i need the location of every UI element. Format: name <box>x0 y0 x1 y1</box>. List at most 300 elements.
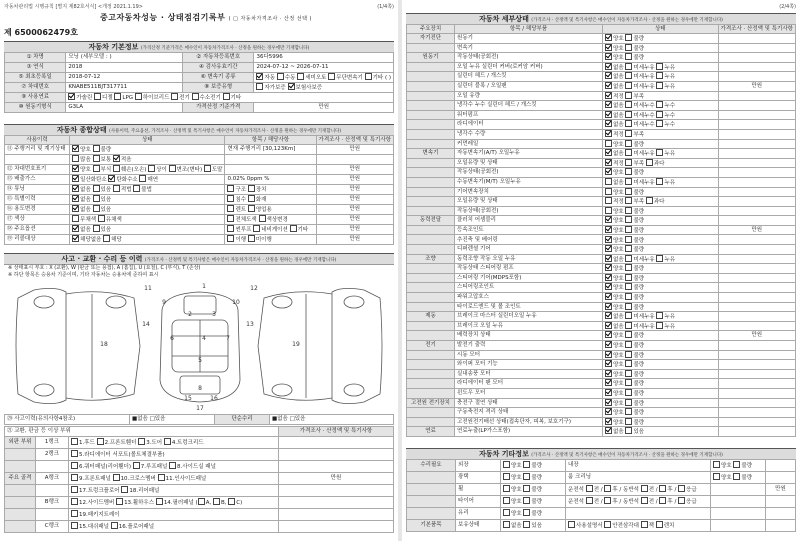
checkbox[interactable] <box>133 462 140 469</box>
checkbox[interactable] <box>71 474 78 481</box>
detail-state: 양호 불량 <box>603 360 718 370</box>
checkbox[interactable] <box>138 438 145 445</box>
detail-state: 없음 미세누유 누유 <box>603 62 718 72</box>
other-state: 양호 불량 <box>501 508 566 520</box>
checkbox[interactable] <box>503 473 510 480</box>
fuel-label: ⑨ 사용연료 <box>5 93 66 103</box>
fuel-options: 가솔린 디젤 LPG 하이브리드 전기 수소전기 기타 <box>66 93 394 103</box>
checkbox[interactable] <box>625 207 632 214</box>
checkbox[interactable] <box>503 521 510 528</box>
detail-part: 구동축전지 격리 상태 <box>455 408 603 418</box>
checkbox[interactable] <box>227 215 234 222</box>
checkbox-checked[interactable] <box>72 165 79 172</box>
checkbox[interactable] <box>659 497 666 504</box>
checkbox-checked[interactable] <box>605 351 612 358</box>
checkbox[interactable] <box>227 185 234 192</box>
checkbox-checked[interactable] <box>605 44 612 51</box>
checkbox-checked[interactable] <box>605 101 612 108</box>
checkbox[interactable] <box>656 312 663 319</box>
checkbox[interactable] <box>114 93 121 100</box>
checkbox-checked[interactable] <box>605 63 612 70</box>
checkbox-checked[interactable] <box>605 303 612 310</box>
checkbox[interactable] <box>248 205 255 212</box>
checkbox[interactable] <box>169 165 176 172</box>
checkbox[interactable] <box>93 195 100 202</box>
checkbox[interactable] <box>71 522 78 529</box>
checkbox[interactable] <box>227 195 234 202</box>
checkbox[interactable] <box>148 165 155 172</box>
checkbox[interactable] <box>656 521 663 528</box>
checkbox[interactable] <box>71 462 78 469</box>
checkbox[interactable] <box>227 205 234 212</box>
checkbox[interactable] <box>248 195 255 202</box>
checkbox[interactable] <box>93 165 100 172</box>
checkbox-checked[interactable] <box>605 274 612 281</box>
checkbox-checked[interactable] <box>256 73 263 80</box>
detail-row <box>407 321 796 331</box>
checkbox-checked[interactable] <box>72 195 79 202</box>
checkbox[interactable] <box>503 509 510 516</box>
checkbox[interactable] <box>625 312 632 319</box>
other-state: 없음 있음 <box>501 520 566 532</box>
part-number-11[interactable]: 11 <box>144 285 152 292</box>
checkbox[interactable] <box>227 225 234 232</box>
detail-price <box>718 197 796 207</box>
checkbox[interactable] <box>625 341 632 348</box>
checkbox[interactable] <box>713 461 720 468</box>
checkbox[interactable] <box>604 521 611 528</box>
part-number-1[interactable]: 1 <box>202 283 206 290</box>
checkbox[interactable] <box>625 370 632 377</box>
checkbox[interactable] <box>113 474 120 481</box>
checkbox[interactable] <box>625 44 632 51</box>
part-number-17[interactable]: 17 <box>196 405 204 412</box>
detail-row <box>407 235 796 245</box>
checkbox[interactable] <box>625 427 632 434</box>
detail-state: 양호 불량 <box>603 53 718 63</box>
checkbox[interactable] <box>568 521 575 528</box>
checkbox[interactable] <box>133 185 140 192</box>
detail-part: 오일 유량 <box>455 91 603 101</box>
checkbox[interactable] <box>625 293 632 300</box>
checkbox-checked[interactable] <box>605 72 612 79</box>
checkbox[interactable] <box>625 53 632 60</box>
checkbox[interactable] <box>641 497 648 504</box>
part-number-18[interactable]: 18 <box>100 341 108 348</box>
checkbox[interactable] <box>625 92 632 99</box>
checkbox[interactable] <box>71 438 78 445</box>
other-row <box>407 472 796 484</box>
overall-row <box>5 185 394 195</box>
basic-info-row <box>5 53 394 63</box>
checkbox[interactable] <box>625 130 632 137</box>
checkbox-checked[interactable] <box>72 205 79 212</box>
parts-items: 1.후드 2.프론트휀더 3.도어 4.트렁크리드 <box>69 437 279 449</box>
checkbox[interactable] <box>139 175 146 182</box>
detail-device: 전기 <box>407 341 455 351</box>
overall-detail: 썬루프 네비게이션 기타 <box>225 225 316 235</box>
checkbox[interactable] <box>94 93 101 100</box>
overall-detail: 이행 미이행 <box>225 235 316 245</box>
checkbox[interactable] <box>659 485 666 492</box>
checkbox[interactable] <box>678 497 685 504</box>
checkbox[interactable] <box>625 379 632 386</box>
basic-info-header: 자동차 기본정보 (가격산정 기준가격은 매수인이 자동차가격조사 · 산정을 원하는 경우에만 기재합니다) <box>4 41 394 53</box>
checkbox[interactable] <box>71 498 78 505</box>
checkbox[interactable] <box>116 498 123 505</box>
checkbox-checked[interactable] <box>605 216 612 223</box>
checkbox[interactable] <box>111 522 118 529</box>
part-number-12[interactable]: 12 <box>250 285 258 292</box>
checkbox[interactable] <box>135 93 142 100</box>
part-number-8[interactable]: 8 <box>198 385 202 392</box>
checkbox[interactable] <box>503 485 510 492</box>
checkbox-checked[interactable] <box>605 389 612 396</box>
checkbox[interactable] <box>625 188 632 195</box>
checkbox-checked[interactable] <box>72 175 79 182</box>
checkbox-checked[interactable] <box>605 53 612 60</box>
checkbox[interactable] <box>523 485 530 492</box>
checkbox[interactable] <box>625 360 632 367</box>
checkbox[interactable] <box>523 473 530 480</box>
checkbox[interactable] <box>656 149 663 156</box>
checkbox[interactable] <box>625 322 632 329</box>
part-number-9[interactable]: 9 <box>162 299 166 306</box>
checkbox[interactable] <box>223 93 230 100</box>
checkbox-checked[interactable] <box>605 120 612 127</box>
checkbox[interactable] <box>625 168 632 175</box>
status-legend-note: ※ 하단 항목은 승용차 기준이며, 기타 자동차는 승용차에 준하여 표시 <box>8 272 159 278</box>
part-number-19[interactable]: 19 <box>292 341 300 348</box>
detail-device <box>407 264 455 274</box>
checkbox[interactable] <box>93 145 100 152</box>
checkbox[interactable] <box>656 63 663 70</box>
overall-col-header: 가격조사 · 산정액 및 특기사항 <box>316 136 394 145</box>
checkbox[interactable] <box>625 389 632 396</box>
checkbox[interactable] <box>248 235 255 242</box>
parts-items: 9.프론트패널 10.크로스멤버 11.인사이드패널 <box>69 473 279 485</box>
other-group <box>407 496 456 508</box>
checkbox[interactable] <box>605 207 612 214</box>
other-item: 외장 <box>456 460 501 472</box>
checkbox-checked[interactable] <box>605 255 612 262</box>
other-state-2: 양호 불량 <box>711 472 766 484</box>
checkbox[interactable] <box>604 485 611 492</box>
checkbox[interactable] <box>586 485 593 492</box>
checkbox[interactable] <box>733 473 740 480</box>
checkbox[interactable] <box>169 462 176 469</box>
checkbox[interactable] <box>204 165 211 172</box>
checkbox[interactable] <box>523 509 530 516</box>
checkbox-checked[interactable] <box>605 34 612 41</box>
checkbox[interactable] <box>625 140 632 147</box>
checkbox[interactable] <box>93 185 100 192</box>
part-number-14[interactable]: 14 <box>142 321 150 328</box>
checkbox-checked[interactable] <box>605 399 612 406</box>
checkbox-checked[interactable] <box>72 235 79 242</box>
checkbox-checked[interactable] <box>108 175 115 182</box>
checkbox[interactable] <box>156 498 163 505</box>
checkbox-checked[interactable] <box>288 83 295 90</box>
detail-state: 양호 불량 <box>603 216 718 226</box>
checkbox[interactable] <box>523 521 530 528</box>
checkbox[interactable] <box>656 178 663 185</box>
detail-row <box>407 149 796 159</box>
detail-price <box>718 369 796 379</box>
part-number-2[interactable]: 2 <box>188 311 192 318</box>
detail-state: 없음 미세누수 누수 <box>603 101 718 111</box>
checkbox[interactable] <box>71 486 78 493</box>
checkbox[interactable] <box>678 485 685 492</box>
checkbox[interactable] <box>253 225 260 232</box>
checkbox[interactable] <box>328 73 335 80</box>
checkbox[interactable] <box>97 438 104 445</box>
checkbox[interactable] <box>646 159 653 166</box>
checkbox-checked[interactable] <box>605 111 612 118</box>
detail-row <box>407 34 796 44</box>
other-state: 양호 불량 <box>501 472 566 484</box>
part-number-3[interactable]: 3 <box>212 311 216 318</box>
checkbox[interactable] <box>256 83 263 90</box>
checkbox[interactable] <box>656 72 663 79</box>
checkbox-checked[interactable] <box>605 92 612 99</box>
checkbox-checked[interactable] <box>605 360 612 367</box>
checkbox[interactable] <box>625 245 632 252</box>
checkbox-checked[interactable] <box>72 145 79 152</box>
parts-price <box>279 497 394 509</box>
checkbox[interactable] <box>72 155 79 162</box>
checkbox-checked[interactable] <box>113 155 120 162</box>
checkbox-checked[interactable] <box>605 341 612 348</box>
checkbox[interactable] <box>625 72 632 79</box>
detail-price <box>718 139 796 149</box>
checkbox-checked[interactable] <box>72 225 79 232</box>
checkbox[interactable] <box>227 235 234 242</box>
overall-row <box>5 145 394 155</box>
checkbox-checked[interactable] <box>605 130 612 137</box>
overall-state: 해당없음 해당 <box>70 235 225 245</box>
checkbox[interactable] <box>297 73 304 80</box>
checkbox[interactable] <box>625 226 632 233</box>
checkbox[interactable] <box>98 215 105 222</box>
checkbox[interactable] <box>625 149 632 156</box>
detail-row <box>407 62 796 72</box>
detail-state: 양호 불량 <box>603 350 718 360</box>
detail-row <box>407 129 796 139</box>
detail-device <box>407 293 455 303</box>
checkbox[interactable] <box>656 255 663 262</box>
detail-state: 양호 불량 <box>603 283 718 293</box>
detail-row <box>407 91 796 101</box>
detail-device <box>407 43 455 53</box>
detail-state: 없음 미세누유 누유 <box>603 254 718 264</box>
checkbox[interactable] <box>733 461 740 468</box>
checkbox[interactable] <box>158 474 165 481</box>
checkbox[interactable] <box>93 205 100 212</box>
detail-part: 디퍼렌셜 기어 <box>455 245 603 255</box>
checkbox[interactable] <box>625 101 632 108</box>
part-number-5[interactable]: 5 <box>198 357 202 364</box>
checkbox[interactable] <box>605 178 612 185</box>
checkbox[interactable] <box>71 450 78 457</box>
detail-part: 연료누출(LP가스포함) <box>455 427 603 437</box>
checkbox[interactable] <box>713 473 720 480</box>
checkbox[interactable] <box>625 63 632 70</box>
checkbox[interactable] <box>625 197 632 204</box>
checkbox[interactable] <box>656 111 663 118</box>
checkbox[interactable] <box>523 497 530 504</box>
checkbox[interactable] <box>365 73 372 80</box>
detail-device <box>407 379 455 389</box>
checkbox[interactable] <box>604 497 611 504</box>
checkbox[interactable] <box>646 197 653 204</box>
detail-device <box>407 168 455 178</box>
checkbox[interactable] <box>103 235 110 242</box>
checkbox[interactable] <box>259 215 266 222</box>
checkbox-checked[interactable] <box>605 312 612 319</box>
checkbox[interactable] <box>641 521 648 528</box>
checkbox[interactable] <box>71 510 78 517</box>
part-number-4[interactable]: 4 <box>202 335 206 342</box>
other-info-table <box>406 459 796 532</box>
detail-state: 없음 미세누유 누유 <box>603 149 718 159</box>
checkbox[interactable] <box>93 155 100 162</box>
checkbox[interactable] <box>121 486 128 493</box>
checkbox[interactable] <box>656 82 663 89</box>
checkbox[interactable] <box>503 497 510 504</box>
checkbox[interactable] <box>198 498 205 505</box>
checkbox[interactable] <box>625 418 632 425</box>
checkbox[interactable] <box>625 283 632 290</box>
parts-price <box>279 509 394 521</box>
checkbox[interactable] <box>625 178 632 185</box>
checkbox-checked[interactable] <box>68 93 75 100</box>
checkbox-checked[interactable] <box>605 379 612 386</box>
part-number-15[interactable]: 15 <box>184 395 192 402</box>
checkbox[interactable] <box>625 351 632 358</box>
part-number-16[interactable]: 16 <box>210 395 218 402</box>
checkbox[interactable] <box>625 216 632 223</box>
detail-part: 브레이크 오일 누유 <box>455 321 603 331</box>
other-state: 양호 불량 <box>501 460 566 472</box>
checkbox[interactable] <box>641 485 648 492</box>
checkbox[interactable] <box>625 303 632 310</box>
detail-part: 와이퍼 모터 기능 <box>455 360 603 370</box>
checkbox[interactable] <box>625 236 632 243</box>
checkbox[interactable] <box>625 264 632 271</box>
checkbox-checked[interactable] <box>605 245 612 252</box>
checkbox-checked[interactable] <box>605 283 612 290</box>
checkbox-checked[interactable] <box>72 185 79 192</box>
detail-device: 연료 <box>407 427 455 437</box>
checkbox[interactable] <box>625 82 632 89</box>
part-number-6[interactable]: 6 <box>170 335 174 342</box>
checkbox-checked[interactable] <box>605 370 612 377</box>
checkbox[interactable] <box>248 185 255 192</box>
checkbox-checked[interactable] <box>605 159 612 166</box>
other-state-2 <box>711 520 766 532</box>
checkbox[interactable] <box>625 331 632 338</box>
checkbox[interactable] <box>625 34 632 41</box>
checkbox[interactable] <box>625 159 632 166</box>
simple-repair-value: ■없음 □있음 <box>270 415 394 425</box>
checkbox[interactable] <box>625 255 632 262</box>
checkbox-checked[interactable] <box>605 322 612 329</box>
detail-price <box>718 158 796 168</box>
detail-state: 양호 불량 <box>603 235 718 245</box>
part-number-7[interactable]: 7 <box>226 335 230 342</box>
checkbox-checked[interactable] <box>605 408 612 415</box>
parts-items: 6.쿼터패널(리어휀더) 7.루프패널 8.사이드실 패널 <box>69 461 279 473</box>
checkbox[interactable] <box>656 101 663 108</box>
checkbox[interactable] <box>277 73 284 80</box>
checkbox[interactable] <box>290 225 297 232</box>
checkbox-checked[interactable] <box>605 293 612 300</box>
checkbox-checked[interactable] <box>605 427 612 434</box>
checkbox-checked[interactable] <box>605 226 612 233</box>
checkbox[interactable] <box>113 165 120 172</box>
detail-part: 등속조인트 <box>455 225 603 235</box>
overall-col-header: 사용이력 <box>5 136 70 145</box>
checkbox[interactable] <box>605 188 612 195</box>
checkbox[interactable] <box>656 120 663 127</box>
car-diagram <box>4 280 394 412</box>
detail-price <box>718 417 796 427</box>
detail-row <box>407 254 796 264</box>
checkbox[interactable] <box>605 197 612 204</box>
checkbox[interactable] <box>113 185 120 192</box>
other-price <box>766 520 796 532</box>
checkbox[interactable] <box>171 93 178 100</box>
parts-items: 15.대쉬패널 16.플로어패널 <box>69 521 279 533</box>
detail-row <box>407 264 796 274</box>
checkbox[interactable] <box>192 93 199 100</box>
basic-value: 모닝 (세부모델 : ) <box>66 53 183 63</box>
checkbox-checked[interactable] <box>605 168 612 175</box>
detail-price <box>718 302 796 312</box>
checkbox[interactable] <box>523 461 530 468</box>
checkbox[interactable] <box>656 322 663 329</box>
checkbox[interactable] <box>586 497 593 504</box>
checkbox-checked[interactable] <box>605 149 612 156</box>
checkbox-checked[interactable] <box>605 82 612 89</box>
detail-price <box>718 379 796 389</box>
detail-row <box>407 225 796 235</box>
overall-item: ⑭ 튜닝 <box>5 185 70 195</box>
detail-part: 라디에이터 팬 모터 <box>455 379 603 389</box>
checkbox[interactable] <box>625 111 632 118</box>
checkbox[interactable] <box>93 225 100 232</box>
checkbox[interactable] <box>625 120 632 127</box>
checkbox[interactable] <box>228 498 235 505</box>
detail-row <box>407 341 796 351</box>
checkbox[interactable] <box>213 498 220 505</box>
checkbox-checked[interactable] <box>605 264 612 271</box>
basic-value: 2018-07-12 <box>66 73 183 83</box>
part-number-13[interactable]: 13 <box>246 321 254 328</box>
checkbox[interactable] <box>164 438 171 445</box>
checkbox[interactable] <box>503 461 510 468</box>
checkbox[interactable] <box>625 274 632 281</box>
checkbox[interactable] <box>625 408 632 415</box>
checkbox[interactable] <box>72 215 79 222</box>
checkbox[interactable] <box>605 140 612 147</box>
checkbox-checked[interactable] <box>605 418 612 425</box>
checkbox-checked[interactable] <box>605 236 612 243</box>
part-number-10[interactable]: 10 <box>232 299 240 306</box>
checkbox[interactable] <box>625 399 632 406</box>
checkbox-checked[interactable] <box>605 331 612 338</box>
